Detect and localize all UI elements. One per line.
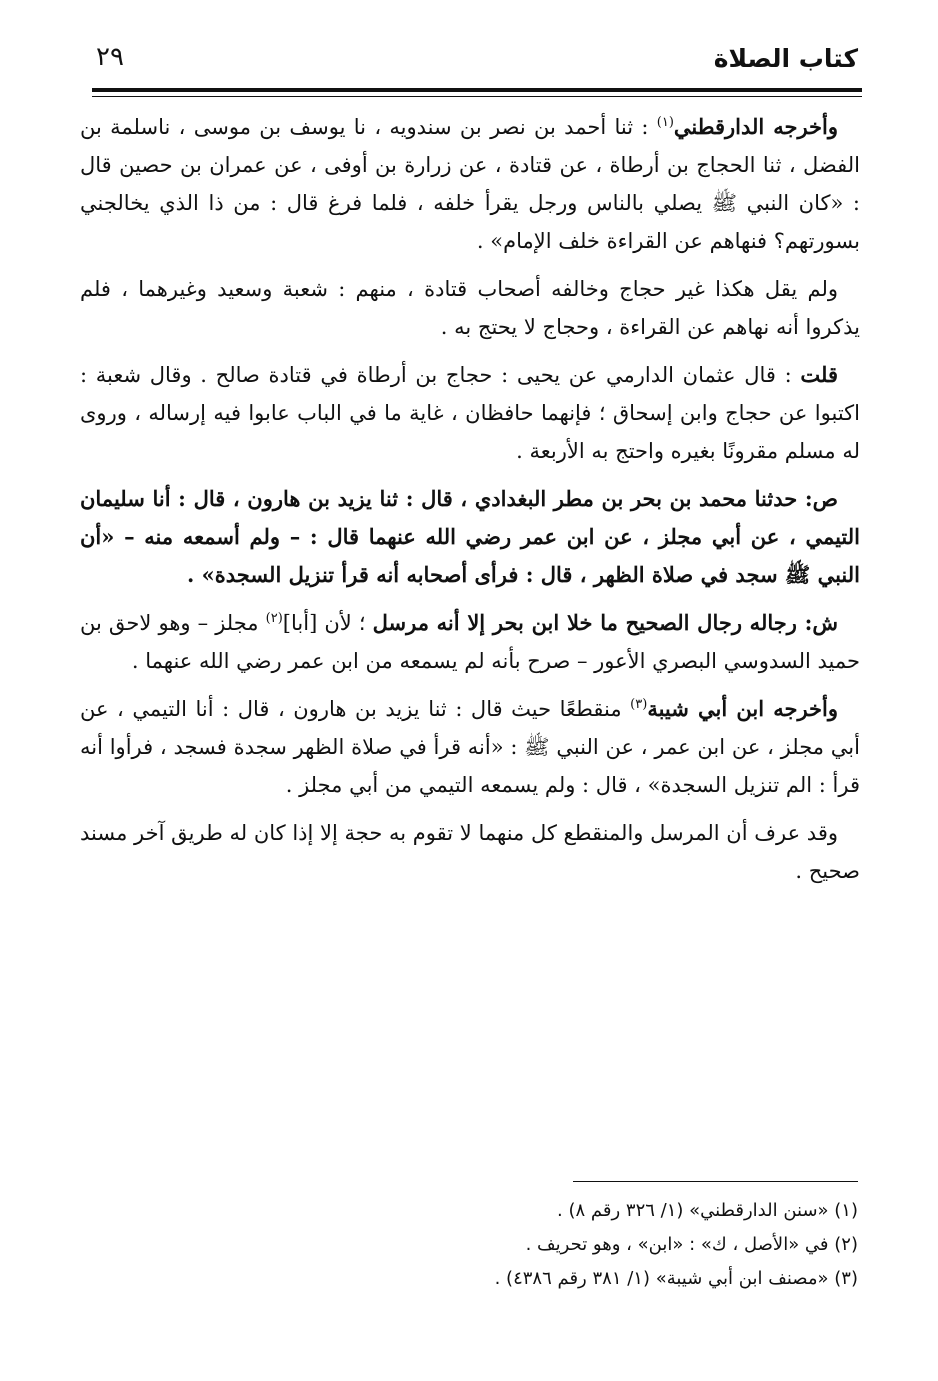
footnote-ref: (٣) [630, 697, 648, 712]
paragraph-text: وقد عرف أن المرسل والمنقطع كل منهما لا تقوم به حجة إلا إذا كان له طريق آخر مسند صحيح . [80, 821, 860, 883]
footnote-ref: (١) [656, 115, 674, 130]
footnote-3: (٣) «مصنف ابن أبي شيبة» (١/ ٣٨١ رقم ٤٣٨٦) . [494, 1268, 858, 1289]
header-rule-thick [92, 88, 862, 92]
paragraph-daraqutni [80, 108, 860, 260]
paragraph-hajjaj [80, 270, 860, 346]
footnote-separator [573, 1181, 858, 1182]
paragraph-shin-commentary [80, 604, 860, 680]
header-rule-thin [92, 96, 862, 97]
paragraph-text: مجلز – وهو لاحق بن حميد السدوسي البصري الأعور – صرح بأنه لم يسمعه من ابن عمر رضي الله عنهما . [80, 611, 860, 673]
paragraph-text: : ثنا أحمد بن نصر بن سندويه ، نا يوسف بن موسى ، ناسلمة بن الفضل ، ثنا الحجاج بن أرطاة ، عن قتادة ، عن زرارة بن أوفى ، عن عمران بن حصين قال : «كان النبي ﷺ يصلي بالناس ورجل يقرأ خلفه ، فلما فرغ قال : من ذا الذي يخالجني بسورتهم؟ فنهاهم عن القراءة خلف الإمام» . [80, 115, 860, 253]
paragraph-text: منقطعًا حيث قال : ثنا يزيد بن هارون ، قال : أنا التيمي ، عن أبي مجلز ، عن ابن عمر ، عن النبي ﷺ : «أنه قرأ في صلاة الظهر سجدة فسجد ، فرأوا أنه قرأ : الم تنزيل السجدة» ، قال : ولم يسمعه التيمي من أبي مجلز . [80, 697, 860, 797]
footnote-ref: (٢) [265, 611, 283, 626]
running-head-title: كتاب الصلاة [713, 44, 858, 73]
paragraph-text: ؛ لأن [أبا] [282, 611, 366, 635]
paragraph-lead: ش: رجاله رجال الصحيح ما خلا ابن بحر إلا أنه مرسل [372, 610, 838, 635]
paragraph-conclusion [80, 814, 860, 890]
paragraph-text: ولم يقل هكذا غير حجاج وخالفه أصحاب قتادة ، منهم : شعبة وسعيد وغيرهما ، فلم يذكروا أنه نهاهم عن القراءة ، وحجاج لا يحتج به . [80, 277, 860, 339]
paragraph-lead: قلت [800, 362, 838, 387]
footnote-2: (٢) في «الأصل ، ك» : «ابن» ، وهو تحريف . [525, 1234, 858, 1255]
paragraph-sad-hadith [80, 480, 860, 594]
footnotes [78, 1194, 858, 1296]
paragraph-text: : قال عثمان الدارمي عن يحيى : حجاج بن أرطاة في قتادة صالح . وقال شعبة : اكتبوا عن حجاج وابن إسحاق ؛ فإنهما حافظان ، غاية ما في الباب عابوا فيه إرساله ، وروى له مسلم مقرونًا بغيره واحتج به الأربعة . [80, 363, 860, 463]
paragraph-qultu [80, 356, 860, 470]
main-text [80, 108, 860, 900]
paragraph-lead: وأخرجه الدارقطني [673, 114, 838, 139]
footnote-1: (١) «سنن الدارقطني» (١/ ٣٢٦ رقم ٨) . [557, 1200, 858, 1221]
paragraph-ibn-abi-shayba [80, 690, 860, 804]
paragraph-text: ص: حدثنا محمد بن بحر بن مطر البغدادي ، قال : ثنا يزيد بن هارون ، قال : أنا سليمان التيمي ، عن أبي مجلز ، عن ابن عمر رضي الله عنهما قال : – ولم أسمعه منه – «أن النبي ﷺ سجد في صلاة الظهر ، قال : فرأى أصحابه أنه قرأ تنزيل السجدة» . [80, 486, 860, 587]
page-number: ٢٩ [96, 42, 124, 72]
paragraph-lead: وأخرجه ابن أبي شيبة [647, 696, 839, 721]
